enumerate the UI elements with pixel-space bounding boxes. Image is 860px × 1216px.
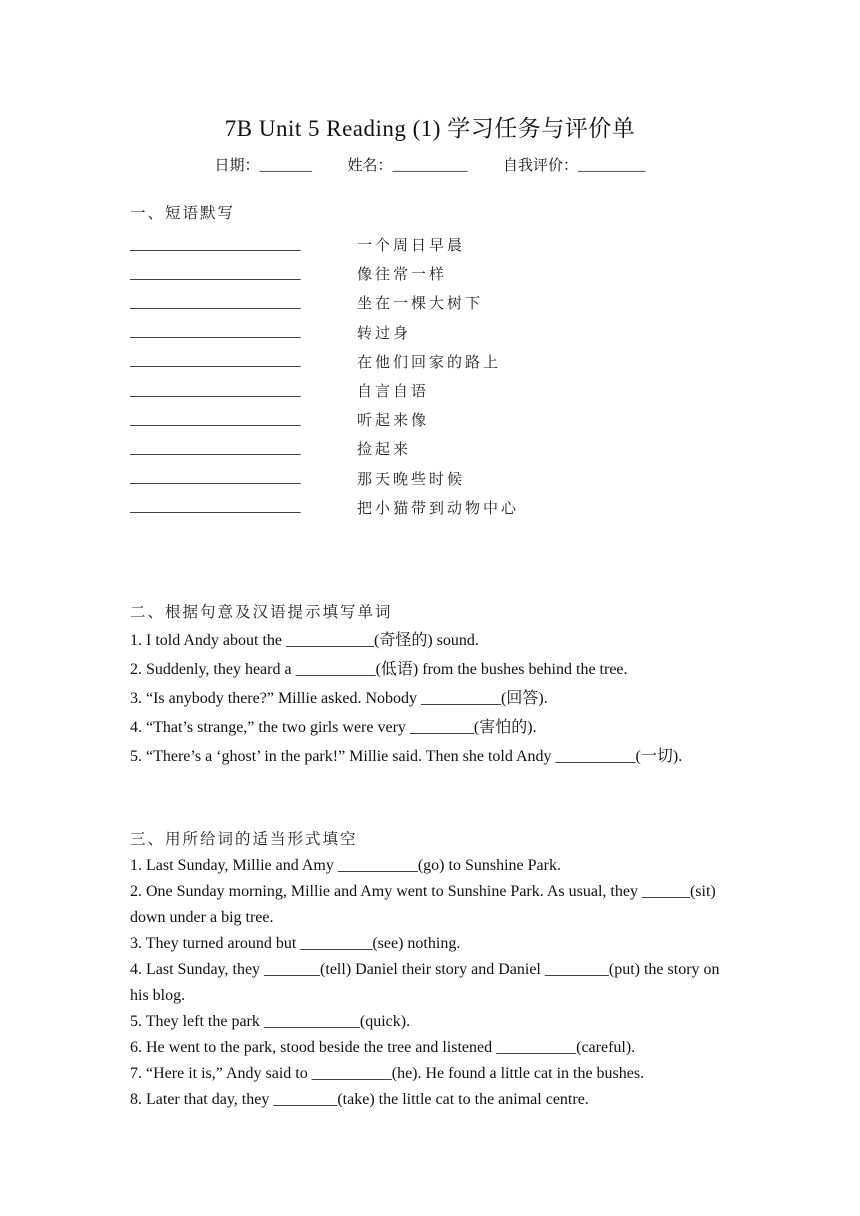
section1-heading: 一、短语默写 — [130, 204, 236, 222]
self-eval-field: 自我评价：_________ — [503, 158, 646, 174]
phrase-row — [130, 318, 730, 347]
phrase-list — [130, 230, 730, 522]
answer-blank: ______________________ — [130, 410, 301, 428]
answer-blank: ______________________ — [130, 323, 301, 341]
phrase-row — [130, 493, 730, 522]
answer-blank: ______________________ — [130, 264, 301, 282]
phrase-row — [130, 230, 730, 259]
question-item: 2. Suddenly, they heard a __________(低语) from the bushes behind the tree. — [130, 661, 628, 678]
section3-question-list — [130, 853, 750, 1113]
question-item: 6. He went to the park, stood beside the tree and listened __________(careful). — [130, 1039, 636, 1056]
question-item: 5. “There’s a ‘ghost’ in the park!” Millie said. Then she told Andy __________(一切). — [130, 748, 683, 765]
answer-blank: ______________________ — [130, 352, 301, 370]
question-item: 1. Last Sunday, Millie and Amy __________(go) to Sunshine Park. — [130, 857, 561, 874]
question-item: 2. One Sunday morning, Millie and Amy went to Sunshine Park. As usual, they ______(sit) down under a big tree. — [130, 883, 716, 926]
answer-blank: ______________________ — [130, 439, 301, 457]
question-item: 5. They left the park ____________(quick). — [130, 1013, 411, 1030]
question-item: 3. They turned around but _________(see) nothing. — [130, 935, 461, 952]
answer-blank: ______________________ — [130, 469, 301, 487]
answer-blank: ______________________ — [130, 293, 301, 311]
phrase-cn: 捡起来 — [357, 440, 412, 459]
question-item: 8. Later that day, they ________(take) the little cat to the animal centre. — [130, 1091, 589, 1108]
phrase-cn: 转过身 — [357, 323, 412, 342]
question-item: 3. “Is anybody there?” Millie asked. Nobody __________(回答). — [130, 690, 548, 707]
phrase-cn: 在他们回家的路上 — [357, 352, 502, 371]
answer-blank: ______________________ — [130, 381, 301, 399]
name-field: 姓名：__________ — [347, 158, 468, 174]
section2-heading: 二、根据句意及汉语提示填写单词 — [130, 603, 393, 621]
phrase-cn: 那天晚些时候 — [357, 469, 466, 488]
phrase-cn: 把小猫带到动物中心 — [357, 498, 520, 517]
phrase-cn: 听起来像 — [357, 411, 430, 430]
phrase-row — [130, 434, 730, 463]
phrase-cn: 像往常一样 — [357, 265, 448, 284]
question-item: 4. Last Sunday, they _______(tell) Daniel their story and Daniel ________(put) the story on his blog. — [130, 961, 720, 1004]
question-item: 7. “Here it is,” Andy said to __________(he). He found a little cat in the bushes. — [130, 1065, 645, 1082]
question-item: 1. I told Andy about the ___________(奇怪的) sound. — [130, 632, 479, 649]
phrase-row — [130, 259, 730, 288]
phrase-cn: 坐在一棵大树下 — [357, 294, 484, 313]
phrase-row — [130, 347, 730, 376]
phrase-cn: 自言自语 — [357, 382, 430, 401]
date-field: 日期：_______ — [214, 158, 312, 174]
page-title: 7B Unit 5 Reading (1) 学习任务与评价单 — [224, 116, 636, 141]
phrase-row — [130, 288, 730, 317]
phrase-row — [130, 376, 730, 405]
answer-blank: ______________________ — [130, 235, 301, 253]
answer-blank: ______________________ — [130, 498, 301, 516]
question-item: 4. “That’s strange,” the two girls were very ________(害怕的). — [130, 719, 537, 736]
phrase-row — [130, 464, 730, 493]
phrase-row — [130, 405, 730, 434]
phrase-cn: 一个周日早晨 — [357, 236, 466, 255]
section2-question-list — [130, 626, 750, 771]
section3-heading: 三、用所给词的适当形式填空 — [130, 830, 358, 848]
header-meta — [0, 154, 860, 175]
